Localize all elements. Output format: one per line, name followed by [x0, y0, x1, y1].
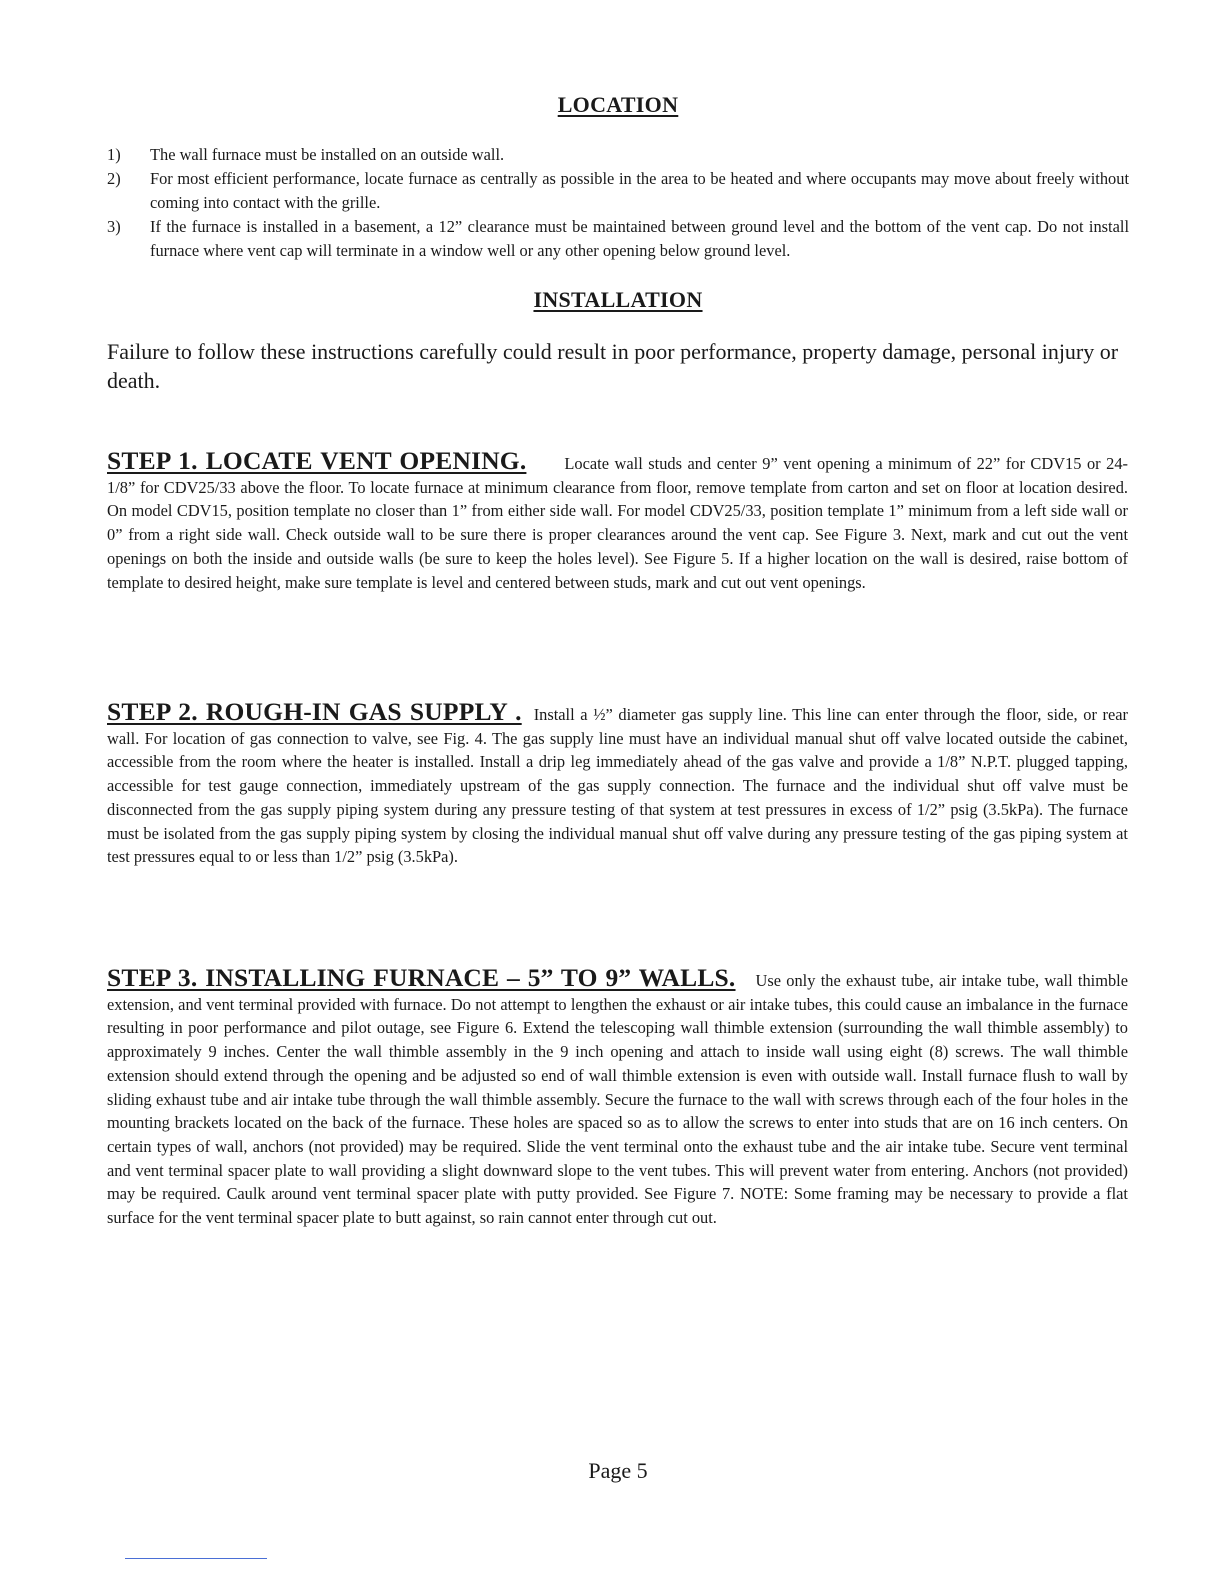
- list-item-number: 2): [107, 169, 121, 188]
- step-1-body: Locate wall studs and center 9” vent opening a minimum of 22” for CDV15 or 24-1/8” for CDV25/33 above the floor. To locate furnace at minimum clearance from floor, remove template from carton and set on floor at location desired. On model CDV15, position template no closer than 1” from either side wall. For model CDV25/33, position template 1” minimum from a left side wall or 0” from a right side wall. Check outside wall to be sure there is proper clearances around the vent cap. See Figure 3. Next, mark and cut out the vent openings on both the inside and outside walls (be sure to keep the holes level). See Figure 5. If a higher location on the wall is desired, raise bottom of template to desired height, make sure template is level and centered between studs, mark and cut out vent openings.: [107, 454, 1128, 592]
- location-heading: LOCATION: [557, 92, 679, 117]
- installation-heading: INSTALLATION: [533, 287, 703, 312]
- step-1-paragraph: [107, 446, 1128, 594]
- safety-warning: Failure to follow these instructions carefully could result in poor performance, property damage, personal injury or death.: [107, 339, 1119, 393]
- list-item: [107, 143, 1129, 167]
- list-item: [107, 167, 1129, 215]
- step-3-body: Use only the exhaust tube, air intake tube, wall thimble extension, and vent terminal provided with furnace. Do not attempt to lengthen the exhaust or air intake tubes, this could cause an imbalance in the furnace resulting in poor performance and pilot outage, see Figure 6. Extend the telescoping wall thimble extension (surrounding the wall thimble assembly) to approximately 9 inches. Center the wall thimble assembly in the 9 inch opening and attach to inside wall using eight (8) screws. The wall thimble extension should extend through the opening and be adjusted so end of wall thimble extension is even with outside wall. Install furnace flush to wall by sliding exhaust tube and air intake tube through the wall thimble assembly. Secure the furnace to the wall with screws through each of the four holes in the mounting brackets located on the back of the furnace. These holes are spaced so as to allow the screws to enter into studs that are on 16 inch centers. On certain types of wall, anchors (not provided) may be required. Slide the vent terminal onto the exhaust tube and the air intake tube. Secure vent terminal and vent terminal spacer plate to wall providing a slight downward slope to the vent tubes. This will prevent water from entering. Anchors (not provided) may be required. Caulk around vent terminal spacer plate with putty provided. See Figure 7. NOTE: Some framing may be necessary to provide a flat surface for the vent terminal spacer plate to butt against, so rain cannot enter through cut out.: [107, 971, 1128, 1228]
- list-item-number: 1): [107, 145, 121, 164]
- step-2-paragraph: [107, 697, 1128, 869]
- list-item-text: For most efficient performance, locate furnace as centrally as possible in the area to be heated and where occupants may move about freely without coming into contact with the grille.: [150, 169, 1129, 212]
- list-item-number: 3): [107, 217, 121, 236]
- list-item-text: The wall furnace must be installed on an outside wall.: [150, 145, 505, 164]
- location-list: [107, 143, 1129, 263]
- footer-divider: [125, 1558, 267, 1559]
- step-3-paragraph: [107, 963, 1128, 1230]
- step-2-body: Install a ½” diameter gas supply line. This line can enter through the floor, side, or rear wall. For location of gas connection to valve, see Fig. 4. The gas supply line must have an individual manual shut off valve located outside the cabinet, accessible from the room where the heater is installed. Install a drip leg immediately ahead of the gas valve and provide a 1/8” N.P.T. plugged tapping, accessible for test gauge connection, immediately upstream of the gas supply connection. The furnace and the individual shut off valve must be disconnected from the gas supply piping system during any pressure testing of that system at test pressures in excess of 1/2” psig (3.5kPa). The furnace must be isolated from the gas supply piping system by closing the individual manual shut off valve during any pressure testing of the gas piping system at test pressures equal to or less than 1/2” psig (3.5kPa).: [107, 705, 1128, 867]
- page-number: Page 5: [588, 1458, 648, 1483]
- list-item: [107, 215, 1129, 263]
- step-1-title: STEP 1. LOCATE VENT OPENING.: [107, 446, 527, 475]
- list-item-text: If the furnace is installed in a basement, a 12” clearance must be maintained between ground level and the bottom of the vent cap. Do not install furnace where vent cap will terminate in a window well or any other opening below ground level.: [150, 217, 1129, 260]
- step-3-title: STEP 3. INSTALLING FURNACE – 5” TO 9” WALLS.: [107, 963, 736, 992]
- step-2-title: STEP 2. ROUGH-IN GAS SUPPLY .: [107, 697, 522, 726]
